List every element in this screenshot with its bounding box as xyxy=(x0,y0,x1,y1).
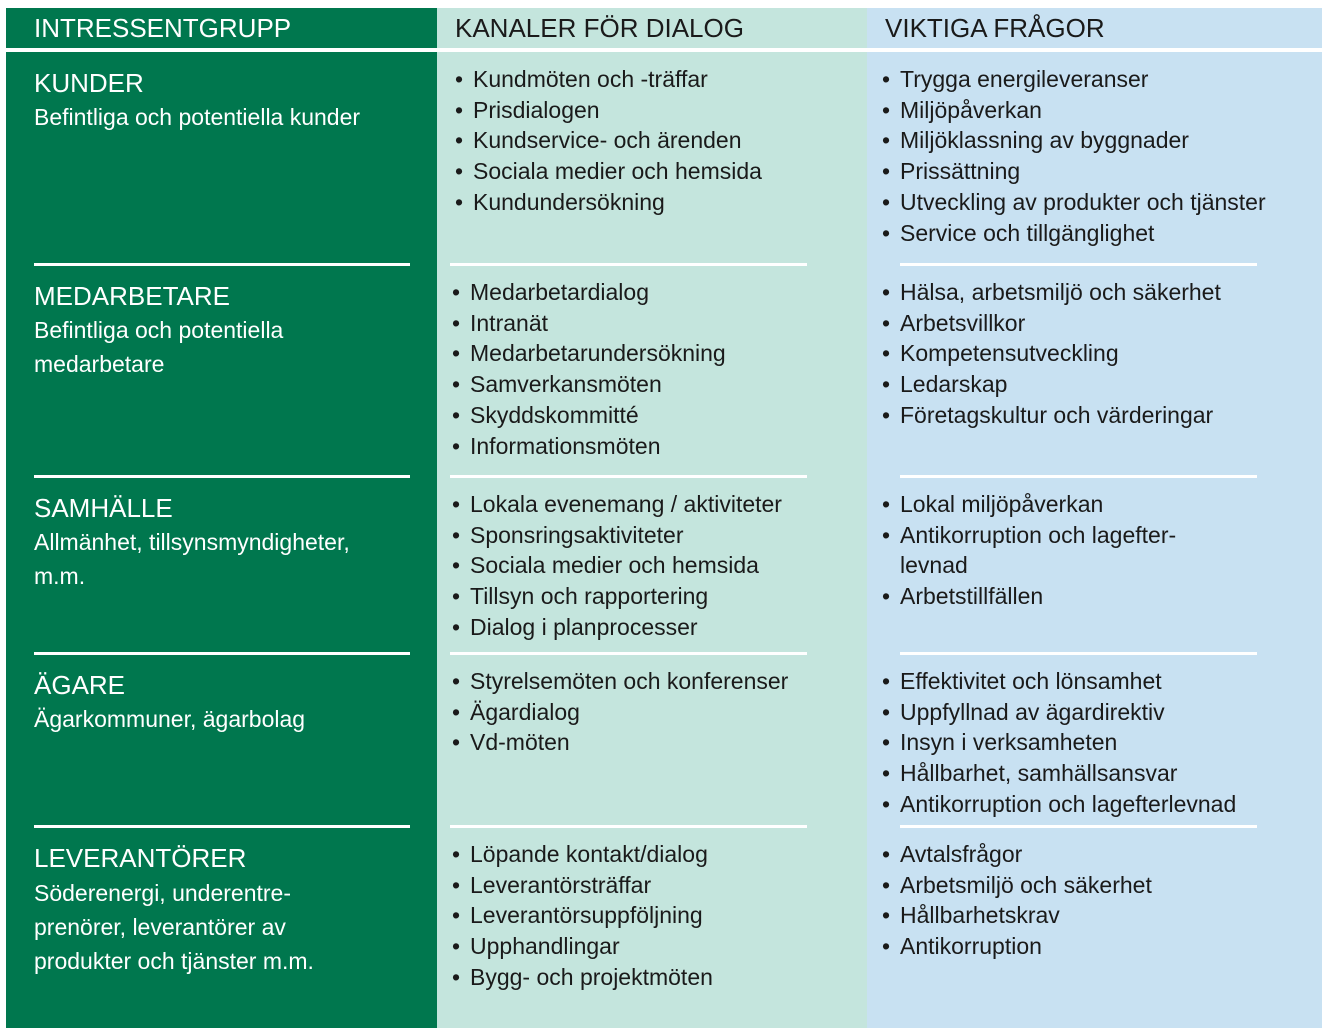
channel-item: • Medarbetardialog xyxy=(452,277,726,308)
group-title-society: SAMHÄLLE xyxy=(34,493,173,523)
issues-list-customers xyxy=(882,64,1266,248)
channels-list-suppliers xyxy=(452,839,713,993)
header-dialogue-channels: KANALER FÖR DIALOG xyxy=(437,8,867,48)
dialogue-channels-column xyxy=(437,8,867,1028)
channels-list-customers xyxy=(455,64,762,218)
issues-list-employees xyxy=(882,277,1221,431)
channels-list-society xyxy=(452,489,782,643)
group-description-society: Allmänhet, tillsynsmyndigheter, m.m. xyxy=(34,529,350,589)
channel-item: • Skyddskommitté xyxy=(452,400,726,431)
issue-item: • Kompetensutveckling xyxy=(882,338,1221,369)
header-divider xyxy=(437,48,867,52)
row-separator xyxy=(34,475,410,478)
channels-list-employees xyxy=(452,277,726,461)
issue-item: • Ledarskap xyxy=(882,369,1221,400)
issue-item: • Avtalsfrågor xyxy=(882,839,1152,870)
channel-item: • Kundmöten och -träffar xyxy=(455,64,762,95)
row-separator xyxy=(34,263,410,266)
issues-list-owners xyxy=(882,666,1236,820)
group-description-suppliers: Söderenergi, underentre- prenörer, leverantörer av produkter och tjänster m.m. xyxy=(34,880,314,974)
channel-item: • Lokala evenemang / aktiviteter xyxy=(452,489,782,520)
issue-item: • Utveckling av produkter och tjänster xyxy=(882,187,1266,218)
row-separator xyxy=(34,825,410,828)
issue-item: • Företagskultur och värderingar xyxy=(882,400,1221,431)
issues-list-suppliers xyxy=(882,839,1152,962)
issue-item: • Arbetstillfällen xyxy=(882,581,1176,612)
channel-item: • Löpande kontakt/dialog xyxy=(452,839,713,870)
row-separator xyxy=(900,652,1257,655)
channel-item: • Kundservice- och ärenden xyxy=(455,125,762,156)
row-separator xyxy=(450,652,807,655)
issue-item: • Service och tillgänglighet xyxy=(882,218,1266,249)
issue-item: • Antikorruption och lagefterlevnad xyxy=(882,789,1236,820)
group-description-owners: Ägarkommuner, ägarbolag xyxy=(34,706,306,732)
header-important-issues: VIKTIGA FRÅGOR xyxy=(867,8,1322,48)
channel-item: • Ägardialog xyxy=(452,697,788,728)
row-separator xyxy=(34,652,410,655)
group-description-customers: Befintliga och potentiella kunder xyxy=(34,104,361,130)
issue-item: • Hållbarhetskrav xyxy=(882,900,1152,931)
issue-item: • Hälsa, arbetsmiljö och säkerhet xyxy=(882,277,1221,308)
channel-item: • Kundundersökning xyxy=(455,187,762,218)
issue-item: • Miljöklassning av byggnader xyxy=(882,125,1266,156)
important-issues-column xyxy=(867,8,1322,1028)
row-separator xyxy=(450,825,807,828)
channel-item: • Informationsmöten xyxy=(452,431,726,462)
channel-item: • Styrelsemöten och konferenser xyxy=(452,666,788,697)
group-title-owners: ÄGARE xyxy=(34,670,126,700)
row-separator xyxy=(450,475,807,478)
channel-item: • Leverantörsträffar xyxy=(452,870,713,901)
group-title-employees: MEDARBETARE xyxy=(34,281,230,311)
header-divider xyxy=(6,48,437,52)
channel-item: • Leverantörsuppföljning xyxy=(452,900,713,931)
issue-item: • Miljöpåverkan xyxy=(882,95,1266,126)
header-divider xyxy=(867,48,1322,52)
issue-item: • Arbetsvillkor xyxy=(882,308,1221,339)
row-separator xyxy=(900,825,1257,828)
issue-item: • Prissättning xyxy=(882,156,1266,187)
channel-item: • Vd-möten xyxy=(452,727,788,758)
row-separator xyxy=(900,263,1257,266)
issue-item: • Uppfyllnad av ägardirektiv xyxy=(882,697,1236,728)
group-description-employees: Befintliga och potentiella medarbetare xyxy=(34,317,284,377)
issue-item: • Effektivitet och lönsamhet xyxy=(882,666,1236,697)
issue-item: • Hållbarhet, samhällsansvar xyxy=(882,758,1236,789)
channel-item: • Dialog i planprocesser xyxy=(452,612,782,643)
channel-item: • Tillsyn och rapportering xyxy=(452,581,782,612)
channel-item: • Intranät xyxy=(452,308,726,339)
channels-list-owners xyxy=(452,666,788,758)
issue-item: • Lokal miljöpåverkan xyxy=(882,489,1176,520)
header-stakeholder-group: INTRESSENTGRUPP xyxy=(34,13,292,43)
issue-item: • Antikorruption och lagefter- levnad xyxy=(882,520,1176,581)
group-title-suppliers: LEVERANTÖRER xyxy=(34,843,247,873)
group-title-customers: KUNDER xyxy=(34,68,144,98)
stakeholder-group-column xyxy=(6,8,437,1028)
channel-item: • Sociala medier och hemsida xyxy=(452,550,782,581)
channel-item: • Prisdialogen xyxy=(455,95,762,126)
channel-item: • Samverkansmöten xyxy=(452,369,726,400)
row-separator xyxy=(450,263,807,266)
issue-item: • Arbetsmiljö och säkerhet xyxy=(882,870,1152,901)
channel-item: • Upphandlingar xyxy=(452,931,713,962)
channel-item: • Medarbetarundersökning xyxy=(452,338,726,369)
row-separator xyxy=(900,475,1257,478)
issue-item: • Trygga energileveranser xyxy=(882,64,1266,95)
channel-item: • Bygg- och projektmöten xyxy=(452,962,713,993)
channel-item: • Sponsringsaktiviteter xyxy=(452,520,782,551)
issue-item: • Insyn i verksamheten xyxy=(882,727,1236,758)
channel-item: • Sociala medier och hemsida xyxy=(455,156,762,187)
issues-list-society xyxy=(882,489,1176,612)
issue-item: • Antikorruption xyxy=(882,931,1152,962)
